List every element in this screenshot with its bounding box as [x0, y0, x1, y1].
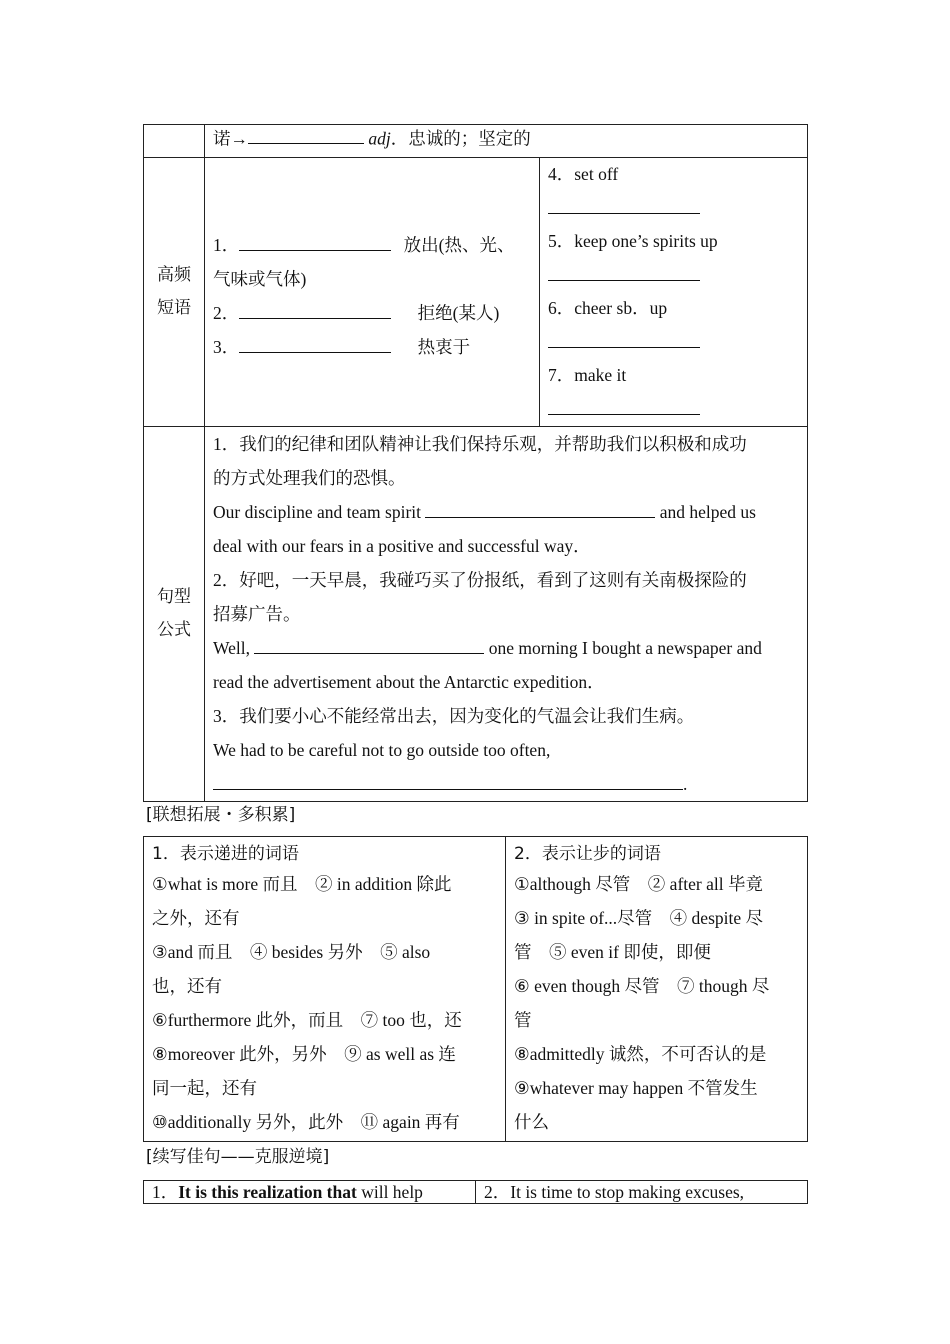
progression-words-cell: [144, 837, 506, 1142]
word-prefix: 诺→: [213, 128, 248, 149]
item-number: 2．: [213, 303, 240, 323]
sentence-en: [213, 767, 799, 801]
sentences-label: [144, 427, 205, 802]
phrases-right-cell: [540, 158, 808, 427]
item-number: 5．: [548, 231, 575, 251]
table-row: [144, 158, 808, 427]
label-line: 高频: [157, 265, 191, 285]
sentence-part: 2．It is time to stop making excuses,: [484, 1182, 745, 1202]
item-number: 7．: [548, 365, 575, 385]
phrase-item: [213, 296, 531, 330]
answer-blank[interactable]: [425, 499, 655, 518]
table-row: [144, 1181, 808, 1204]
key-phrase: It is this realization that: [178, 1182, 357, 1202]
sentence-part: Well,: [213, 638, 250, 658]
answer-blank[interactable]: [213, 771, 683, 790]
list-line: ①what is more 而且 ② in addition 除此: [152, 874, 452, 894]
answer-blank[interactable]: [548, 328, 700, 347]
phrase-meaning: 放出(热、光、: [403, 235, 515, 255]
phrase-meaning: 拒绝(某人): [417, 303, 500, 323]
phrase-text: make it: [574, 365, 627, 385]
sentence-part: Our discipline and team spirit: [213, 502, 422, 522]
item-number: 6．: [548, 298, 575, 318]
list-line: 什么: [514, 1112, 549, 1132]
section-title: [联想拓展・多积累]: [146, 805, 296, 825]
answer-blank[interactable]: [239, 300, 391, 319]
phrase-item: [213, 228, 531, 262]
section-title: [续写佳句——克服逆境]: [146, 1147, 330, 1167]
phrase-item: [548, 158, 799, 192]
label-line: 短语: [157, 298, 191, 318]
list-line: 之外，还有: [152, 908, 240, 928]
sentence-part: and helped us: [659, 502, 756, 522]
phrase-item: [548, 359, 799, 393]
list-line: 同一起，还有: [152, 1078, 257, 1098]
table-row: [144, 125, 808, 158]
word-family-cell: [205, 125, 808, 158]
phrase-item: [548, 292, 799, 326]
list-line: 管: [514, 1010, 532, 1030]
sentence-en: [213, 495, 799, 529]
empty-label-cell: [144, 125, 205, 158]
sentence-en: We had to be careful not to go outside too often,: [213, 740, 551, 760]
sentence-en: [213, 631, 799, 665]
answer-blank[interactable]: [548, 395, 700, 414]
phrase-meaning-cont: 气味或气体): [213, 269, 307, 289]
sentence-part: one morning I bought a newspaper and: [488, 638, 762, 658]
sentence-en: deal with our fears in a positive and successful way．: [213, 536, 591, 556]
table-row: [144, 837, 808, 1142]
sentence-cn: 1．我们的纪律和团队精神让我们保持乐观，并帮助我们以积极和成功: [213, 434, 747, 454]
concession-words-cell: [506, 837, 808, 1142]
sentence-table: [143, 1180, 808, 1204]
phrases-label: [144, 158, 205, 427]
sentence-cn: 的方式处理我们的恐惧。: [213, 468, 406, 488]
list-line: ③and 而且 ④ besides 另外 ⑤ also: [152, 942, 431, 962]
sentences-cell: [205, 427, 808, 802]
label-line: 句型: [157, 587, 191, 607]
sentence-en: read the advertisement about the Antarctic expedition．: [213, 672, 605, 692]
word-list-table: [143, 836, 808, 1142]
list-line: ⑧admittedly 诚然，不可否认的是: [514, 1044, 767, 1064]
phrase-meaning: 热衷于: [417, 337, 471, 357]
answer-blank[interactable]: [548, 261, 700, 280]
list-line: ⑥furthermore 此外，而且 ⑦ too 也，还: [152, 1010, 462, 1030]
phrase-item: [213, 330, 531, 364]
phrase-text: cheer sb．up: [574, 298, 668, 318]
column-title: 2．表示让步的词语: [514, 844, 661, 864]
sentence-part: will help: [356, 1182, 423, 1202]
answer-blank[interactable]: [239, 232, 391, 251]
list-line: ③ in spite of...尽管 ④ despite 尽: [514, 908, 763, 928]
phrase-text: keep one’s spirits up: [574, 231, 718, 251]
phrases-left-cell: [205, 158, 540, 427]
word-meaning: ．忠诚的；坚定的: [390, 128, 531, 149]
list-line: ①although 尽管 ② after all 毕竟: [514, 874, 763, 894]
sentence-end: .: [683, 774, 688, 794]
table-row: [144, 427, 808, 802]
list-line: ⑩additionally 另外，此外 ⑪ again 再有: [152, 1112, 460, 1132]
sentence-cn: 招募广告。: [213, 604, 301, 624]
list-line: 管 ⑤ even if 即使，即便: [514, 942, 711, 962]
item-number: 3．: [213, 337, 240, 357]
vocab-table: [143, 124, 808, 802]
answer-blank[interactable]: [254, 635, 484, 654]
list-line: 也，还有: [152, 976, 222, 996]
phrase-item: [548, 225, 799, 259]
sentence-cell-2: [476, 1181, 808, 1204]
label-line: 公式: [157, 620, 191, 640]
list-line: ⑥ even though 尽管 ⑦ though 尽: [514, 976, 770, 996]
phrase-text: set off: [574, 164, 619, 184]
item-number: 1．: [213, 235, 240, 255]
answer-blank[interactable]: [548, 194, 700, 213]
list-line: ⑧moreover 此外，另外 ⑨ as well as 连: [152, 1044, 456, 1064]
sentence-cn: 3．我们要小心不能经常出去，因为变化的气温会让我们生病。: [213, 706, 695, 726]
part-of-speech: adj: [368, 128, 391, 149]
sentence-cell-1: [144, 1181, 476, 1204]
answer-blank[interactable]: [248, 125, 364, 144]
list-line: ⑨whatever may happen 不管发生: [514, 1078, 758, 1098]
column-title: 1．表示递进的词语: [152, 844, 299, 864]
answer-blank[interactable]: [239, 334, 391, 353]
item-number: 1．: [152, 1182, 179, 1202]
item-number: 4．: [548, 164, 575, 184]
sentence-cn: 2．好吧，一天早晨，我碰巧买了份报纸，看到了这则有关南极探险的: [213, 570, 747, 590]
